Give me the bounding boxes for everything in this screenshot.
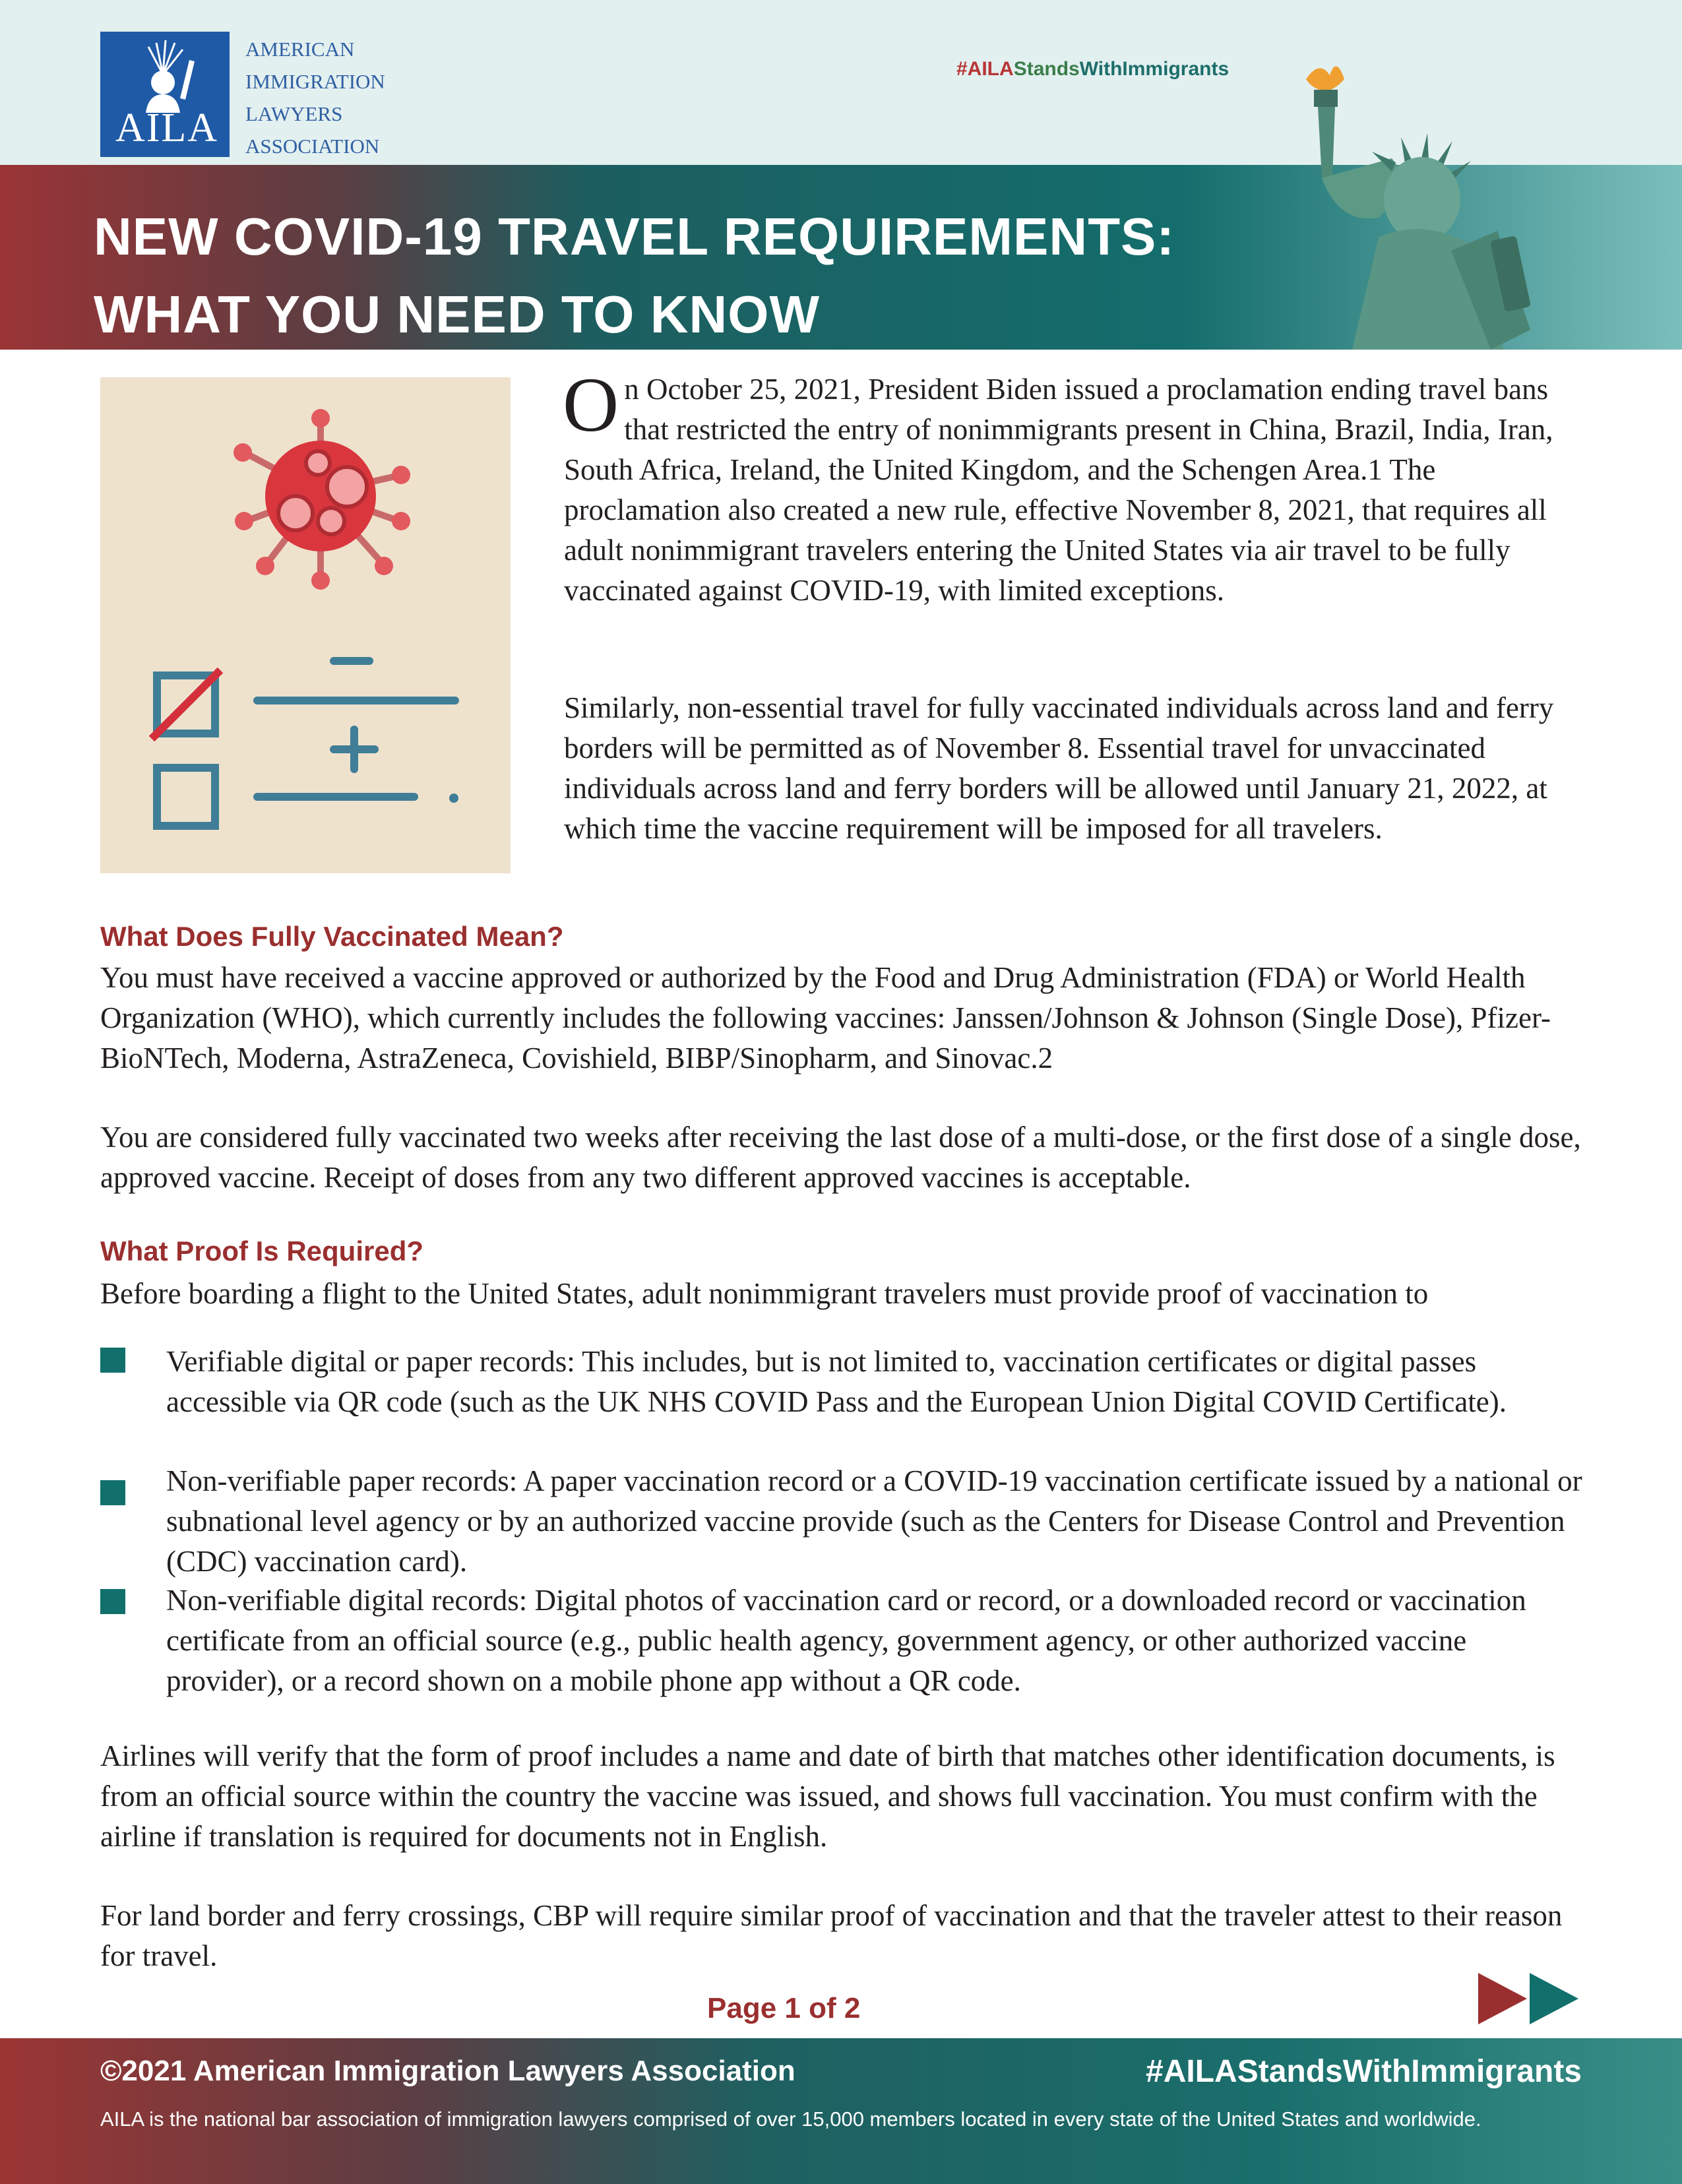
org-name-line: AMERICAN bbox=[245, 38, 355, 61]
next-page-arrows-icon[interactable] bbox=[1474, 1969, 1586, 2028]
liberty-logo-icon bbox=[102, 34, 224, 113]
bullet-marker bbox=[100, 1589, 125, 1614]
title-line: NEW COVID-19 TRAVEL REQUIREMENTS: bbox=[94, 207, 1175, 266]
list-item: Non-verifiable digital records: Digital photos of vaccination card or record, or a downloaded record or vaccination certificate from an official source (e.g., public health agency, government agency, or other authorized vaccine provider), or a record shown on a mobile phone app without a QR code. bbox=[166, 1584, 1526, 1697]
hashtag-part: WithImmigrants bbox=[1079, 58, 1230, 80]
intro-paragraph bbox=[563, 361, 1593, 611]
hashtag-part: Stands bbox=[1013, 58, 1080, 80]
list-item: Non-verifiable paper records: A paper vaccination record or a COVID-19 vaccination certificate issued by a national or subnational level agency or by an authorized vaccine provide (such as the Centers for Disease Control and Prevention (CDC) vaccination card). bbox=[166, 1464, 1582, 1578]
statue-of-liberty-image bbox=[1280, 53, 1682, 350]
page-title bbox=[94, 198, 1175, 354]
section1-paragraph-1: You must have received a vaccine approved or authorized by the Food and Drug Administration (FDA) or World Health Organization (WHO), which currently includes the following vaccines: Janssen/Johnson & Johnson (Single Dose), Pfizer-BioNTech, Moderna, AstraZeneca, Covishield, BIBP/Sinopharm, and Sinovac.2 bbox=[100, 961, 1551, 1075]
org-name bbox=[245, 33, 385, 162]
section-heading-vaccinated: What Does Fully Vaccinated Mean? bbox=[100, 921, 564, 952]
section1-paragraph-2: You are considered fully vaccinated two weeks after receiving the last dose of a multi-dose, or the first dose of a single dose, approved vaccine. Receipt of doses from any two different approved vaccines is acceptable. bbox=[100, 1121, 1581, 1194]
logo-text: AILA bbox=[115, 106, 219, 150]
list-item: Verifiable digital or paper records: This includes, but is not limited to, vaccination certificates or digital passes accessible via QR code (such as the UK NHS COVID Pass and the European Union Digital COVID Certificate). bbox=[166, 1345, 1507, 1418]
section2-paragraph-2: Airlines will verify that the form of proof includes a name and date of birth that matches other identification documents, is from an official source within the country the vaccine was issued, and shows full vaccination. You must confirm with the airline if translation is required for documents not in English. bbox=[100, 1739, 1555, 1853]
org-name-line: IMMIGRATION bbox=[245, 70, 385, 93]
org-name-line: ASSOCIATION bbox=[245, 135, 380, 158]
section2-paragraph-3: For land border and ferry crossings, CBP will require similar proof of vaccination and that the traveler attest to their reason for travel. bbox=[100, 1899, 1563, 1972]
aila-logo bbox=[100, 32, 230, 157]
bullet-marker bbox=[100, 1480, 125, 1505]
footer-copyright: ©2021 American Immigration Lawyers Association bbox=[100, 2055, 795, 2087]
org-name-line: LAWYERS bbox=[245, 102, 343, 125]
title-line: WHAT YOU NEED TO KNOW bbox=[94, 285, 820, 344]
page-number: Page 1 of 2 bbox=[707, 1992, 861, 2024]
checklist-icon bbox=[100, 641, 511, 873]
bullet-marker bbox=[100, 1348, 125, 1373]
dropcap: O bbox=[563, 361, 619, 448]
footer-tagline: AILA is the national bar association of immigration lawyers comprised of over 15,000 members located in every state of the United States and worldwide. bbox=[100, 2107, 1481, 2131]
hashtag-top bbox=[956, 58, 1229, 80]
section2-paragraph-1: Before boarding a flight to the United States, adult nonimmigrant travelers must provide proof of vaccination to bbox=[100, 1277, 1429, 1310]
hashtag-part: #AILA bbox=[956, 58, 1014, 80]
footer-hashtag: #AILAStandsWithImmigrants bbox=[1146, 2054, 1582, 2089]
section-heading-proof: What Proof Is Required? bbox=[100, 1235, 424, 1266]
covid-checklist-illustration bbox=[100, 377, 511, 873]
virus-icon bbox=[100, 377, 511, 641]
intro-text: n October 25, 2021, President Biden issued a proclamation ending travel bans that restricted the entry of nonimmigrants present in China, Brazil, India, Iran, South Africa, Ireland, the United Kingdom, and the Schengen Area.1 The proclamation also created a new rule, effective November 8, 2021, that requires all adult nonimmigrant travelers entering the United States via air travel to be fully vaccinated against COVID-19, with limited exceptions. bbox=[564, 373, 1553, 607]
intro-paragraph-2: Similarly, non-essential travel for fully vaccinated individuals across land and ferry borders will be permitted as of November 8. Essential travel for unvaccinated individuals across land and ferry borders will be allowed until January 21, 2022, at which time the vaccine requirement will be imposed for all travelers. bbox=[564, 691, 1554, 845]
